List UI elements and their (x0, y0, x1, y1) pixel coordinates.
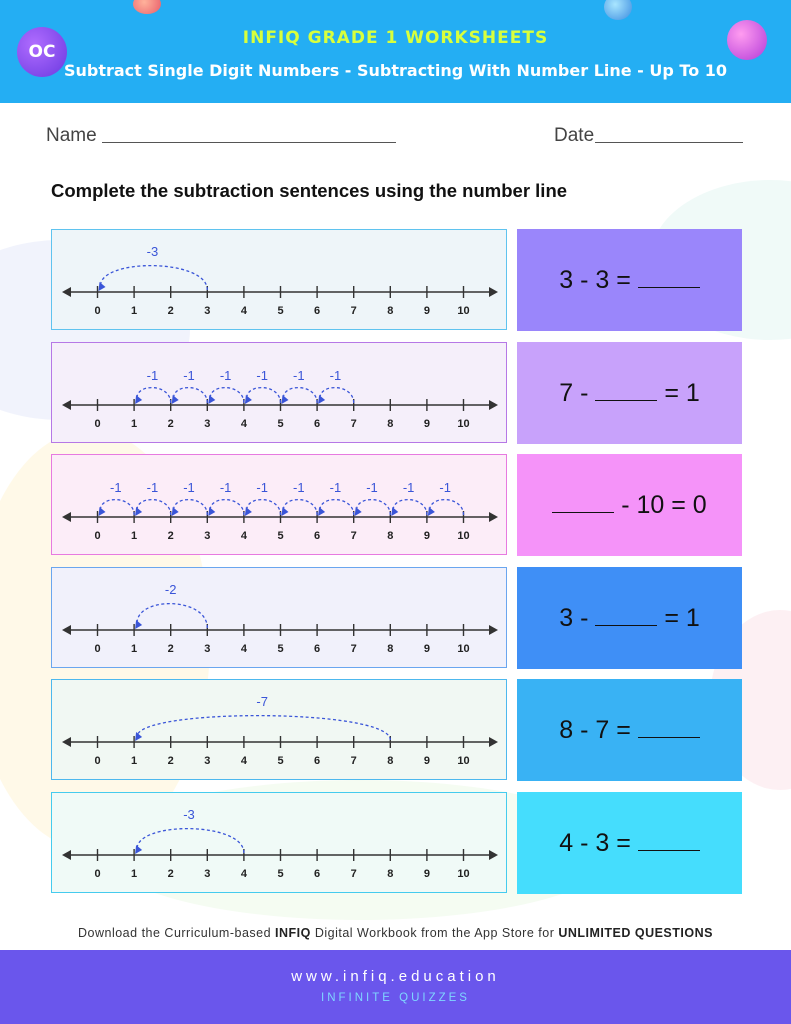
number-line-box (51, 567, 507, 668)
infiq-logo: OC (17, 27, 67, 77)
tick-label: 7 (350, 530, 357, 542)
equation-right: = 1 (664, 603, 700, 632)
number-line-box (51, 229, 507, 330)
tick-label: 4 (240, 643, 247, 655)
jump-arrowhead-icon (245, 395, 252, 404)
right-arrow-icon (489, 737, 498, 747)
tick-label: 8 (387, 305, 394, 317)
jump-arrowhead-icon (99, 507, 106, 516)
right-arrow-icon (489, 400, 498, 410)
tick-label: 0 (94, 305, 101, 317)
jump-arrowhead-icon (208, 507, 215, 516)
tick-label: 0 (94, 755, 101, 767)
answer-blank[interactable] (638, 269, 700, 288)
jump-label: -1 (219, 368, 232, 383)
tick-label: 2 (167, 418, 174, 430)
right-arrow-icon (489, 287, 498, 297)
jump-arrowhead-icon (172, 507, 179, 516)
instruction-text: Complete the subtraction sentences using the number line (51, 180, 568, 201)
tick-label: 8 (387, 755, 394, 767)
tick-label: 7 (350, 643, 357, 655)
tick-label: 3 (204, 868, 211, 880)
subtraction-sentence (559, 604, 700, 633)
jump-arrowhead-icon (318, 507, 325, 516)
tick-label: 5 (277, 755, 284, 767)
jump-arrowhead-icon (135, 395, 142, 404)
equation-box (517, 567, 742, 669)
tick-label: 9 (423, 755, 430, 767)
jump-label: -2 (164, 582, 177, 597)
equation-left: 8 - 7 = (559, 715, 631, 744)
tick-label: 0 (94, 643, 101, 655)
tick-label: 1 (131, 530, 138, 542)
tick-label: 10 (457, 868, 470, 880)
equation-box (517, 229, 742, 331)
tick-label: 8 (387, 530, 394, 542)
jump-arc (174, 500, 208, 515)
equation-right: - 10 = 0 (621, 490, 707, 519)
jump-label: -1 (256, 480, 268, 495)
note-emphasis: UNLIMITED QUESTIONS (558, 926, 713, 940)
jump-arrowhead-icon (99, 282, 106, 291)
tick-label: 0 (94, 868, 101, 880)
equation-box (517, 342, 742, 444)
date-label: Date (554, 125, 595, 146)
number-line (52, 455, 508, 556)
decorative-ball (133, 0, 161, 14)
tick-label: 9 (423, 530, 430, 542)
jump-label: -1 (183, 480, 195, 495)
name-label: Name (46, 125, 97, 146)
tick-label: 0 (94, 530, 101, 542)
tick-label: 8 (387, 418, 394, 430)
jump-arc (247, 500, 281, 515)
tick-label: 5 (277, 868, 284, 880)
worksheet-footer (0, 950, 791, 1024)
jump-arc (100, 500, 134, 515)
jump-arrowhead-icon (355, 507, 362, 516)
worksheet-series-title: INFIQ GRADE 1 WORKSHEETS (242, 28, 549, 48)
tick-label: 4 (240, 530, 247, 542)
tick-label: 7 (350, 418, 357, 430)
tick-label: 10 (457, 643, 470, 655)
jump-label: -1 (439, 480, 451, 495)
note-middle: Digital Workbook from the App Store for (310, 926, 559, 940)
answer-blank[interactable] (638, 832, 700, 851)
equation-left: 4 - 3 = (559, 828, 631, 857)
right-arrow-icon (489, 625, 498, 635)
note-prefix: Download the Curriculum-based (78, 926, 276, 940)
download-note (0, 926, 791, 940)
jump-arc (430, 500, 464, 515)
left-arrow-icon (62, 512, 71, 522)
number-line (52, 793, 508, 894)
subtraction-sentence (552, 491, 706, 520)
decorative-ball (604, 0, 632, 20)
tick-label: 2 (167, 755, 174, 767)
jump-label: -3 (183, 807, 195, 822)
tick-label: 10 (457, 530, 470, 542)
tick-label: 3 (204, 643, 211, 655)
worksheet-topic-title: Subtract Single Digit Numbers - Subtracting With Number Line - Up To 10 (63, 61, 728, 80)
answer-blank[interactable] (595, 382, 657, 401)
jump-label: -1 (329, 480, 342, 495)
number-line (52, 343, 508, 444)
tick-label: 1 (131, 868, 138, 880)
subtraction-sentence (559, 266, 700, 295)
jump-arc (320, 388, 354, 403)
jump-arc (357, 500, 391, 515)
tick-label: 10 (457, 418, 470, 430)
left-arrow-icon (62, 400, 71, 410)
tick-label: 9 (423, 868, 430, 880)
jump-label: -1 (146, 480, 159, 495)
number-line-box (51, 792, 507, 893)
jump-label: -1 (183, 368, 195, 383)
number-line-box (51, 679, 507, 780)
jump-arrowhead-icon (245, 507, 252, 516)
website-link[interactable]: www.infiq.education (291, 968, 500, 985)
tick-label: 4 (240, 868, 247, 880)
tick-label: 6 (314, 755, 321, 767)
tick-label: 1 (131, 305, 138, 317)
equation-box (517, 792, 742, 894)
tick-label: 6 (314, 643, 321, 655)
tick-label: 6 (314, 868, 321, 880)
tick-label: 2 (167, 643, 174, 655)
tick-label: 6 (314, 305, 321, 317)
tick-label: 1 (131, 643, 138, 655)
jump-arc (393, 500, 427, 515)
tick-label: 2 (167, 305, 174, 317)
jump-arc (210, 388, 244, 403)
jump-arc (320, 500, 354, 515)
equation-box (517, 454, 742, 556)
subtraction-sentence (559, 716, 700, 745)
tick-label: 9 (423, 305, 430, 317)
tick-label: 7 (350, 755, 357, 767)
jump-arrowhead-icon (318, 395, 325, 404)
tick-label: 4 (240, 418, 247, 430)
jump-label: -1 (329, 368, 342, 383)
jump-arrowhead-icon (391, 507, 398, 516)
answer-blank[interactable] (638, 719, 700, 738)
number-line (52, 230, 508, 331)
equation-left: 3 - 3 = (559, 265, 631, 294)
tick-label: 7 (350, 868, 357, 880)
jump-label: -1 (110, 480, 122, 495)
tick-label: 3 (204, 755, 211, 767)
tick-label: 3 (204, 418, 211, 430)
jump-arc (174, 388, 208, 403)
jump-arrowhead-icon (282, 507, 289, 516)
right-arrow-icon (489, 850, 498, 860)
tick-label: 5 (277, 530, 284, 542)
left-arrow-icon (62, 850, 71, 860)
jump-arc (137, 829, 244, 853)
jump-arc (137, 716, 390, 740)
jump-label: -1 (219, 480, 232, 495)
jump-arrowhead-icon (135, 507, 142, 516)
tick-label: 9 (423, 418, 430, 430)
answer-blank[interactable] (595, 607, 657, 626)
tick-label: 6 (314, 530, 321, 542)
number-line-box (51, 342, 507, 443)
tick-label: 4 (240, 755, 247, 767)
jump-label: -1 (366, 480, 378, 495)
tick-label: 8 (387, 868, 394, 880)
tagline: INFINITE QUIZZES (321, 992, 470, 1004)
jump-arrowhead-icon (135, 845, 142, 854)
left-arrow-icon (62, 737, 71, 747)
jump-arc (137, 388, 171, 403)
jump-label: -1 (293, 480, 305, 495)
jump-arc (283, 500, 317, 515)
jump-arrowhead-icon (282, 395, 289, 404)
equation-left: 7 - (559, 378, 589, 407)
jump-arrowhead-icon (135, 620, 142, 629)
tick-label: 6 (314, 418, 321, 430)
jump-label: -1 (256, 368, 268, 383)
subtraction-sentence (559, 829, 700, 858)
worksheet-header (0, 0, 791, 103)
jump-label: -1 (293, 368, 305, 383)
subtraction-sentence (559, 379, 700, 408)
tick-label: 5 (277, 305, 284, 317)
jump-arc (247, 388, 281, 403)
jump-arrowhead-icon (428, 507, 435, 516)
tick-label: 8 (387, 643, 394, 655)
jump-label: -1 (146, 368, 159, 383)
equation-left: 3 - (559, 603, 589, 632)
tick-label: 3 (204, 530, 211, 542)
jump-label: -7 (256, 694, 268, 709)
number-line-box (51, 454, 507, 555)
number-line (52, 680, 508, 781)
tick-label: 2 (167, 868, 174, 880)
date-field[interactable] (595, 142, 743, 143)
note-brand: INFIQ (275, 926, 311, 940)
equation-box (517, 679, 742, 781)
tick-label: 5 (277, 418, 284, 430)
answer-blank[interactable] (552, 494, 614, 513)
number-line (52, 568, 508, 669)
tick-label: 2 (167, 530, 174, 542)
jump-arc (210, 500, 244, 515)
jump-arc (137, 604, 207, 628)
left-arrow-icon (62, 625, 71, 635)
tick-label: 1 (131, 755, 138, 767)
tick-label: 9 (423, 643, 430, 655)
tick-label: 10 (457, 755, 470, 767)
tick-label: 1 (131, 418, 138, 430)
jump-arrowhead-icon (172, 395, 179, 404)
tick-label: 3 (204, 305, 211, 317)
jump-arc (137, 500, 171, 515)
jump-label: -1 (402, 480, 415, 495)
jump-arc (283, 388, 317, 403)
jump-arrowhead-icon (208, 395, 215, 404)
tick-label: 5 (277, 643, 284, 655)
tick-label: 4 (240, 305, 247, 317)
left-arrow-icon (62, 287, 71, 297)
equation-right: = 1 (664, 378, 700, 407)
tick-label: 0 (94, 418, 101, 430)
tick-label: 7 (350, 305, 357, 317)
tick-label: 10 (457, 305, 470, 317)
name-field[interactable] (102, 142, 396, 143)
right-arrow-icon (489, 512, 498, 522)
jump-arc (100, 266, 207, 290)
jump-label: -3 (146, 244, 159, 259)
